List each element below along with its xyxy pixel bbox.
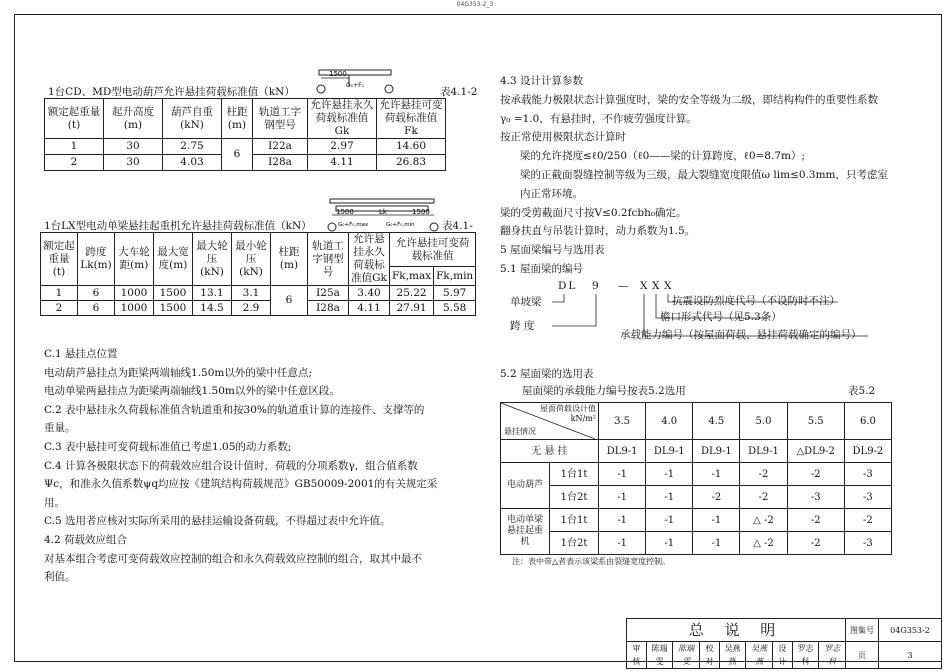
table-cell: 1500 <box>154 286 193 301</box>
code-label-single-slope: 单坡梁 <box>510 296 542 308</box>
note-line: Ψc，和准永久值系数ψq均应按《建筑结构荷载规范》GB50009-2001的有关规定采 <box>44 478 438 491</box>
row-label-no-hang: 无 悬 挂 <box>501 440 599 463</box>
table-cell: I25a <box>308 286 349 301</box>
table-cell: 2 <box>45 155 104 171</box>
corner-load-label: 屋面荷载设计值 kN/m² <box>540 404 596 423</box>
section-heading: 4.3 设计计算参数 <box>500 75 584 87</box>
table-cell: -1 <box>693 509 740 532</box>
table2-section <box>40 196 480 316</box>
table-cell: 2.75 <box>163 139 222 155</box>
t2-h-width: 最大宽度(m) <box>154 233 193 286</box>
table-cell: 1 <box>45 139 104 155</box>
t1-h-capacity: 额定起重量(t) <box>45 99 104 139</box>
note-line: 翻身扶直与吊装计算时，动力系数为1.5。 <box>500 225 696 238</box>
table-cell: 2.9 <box>232 301 271 316</box>
table-cell: 14.5 <box>193 301 232 316</box>
table-cell: -1 <box>693 532 740 555</box>
single-beam-crane-diagram <box>324 196 444 234</box>
load-header: 5.0 <box>740 403 787 440</box>
note-line: 4.2 荷载效应组合 <box>44 533 128 546</box>
note-line: 重量。 <box>44 422 76 435</box>
t1-h-fk: 允许悬挂可变荷载标准值Fk <box>377 99 446 139</box>
t2-h-colspace: 柱距(m) <box>271 233 308 286</box>
t1-h-rail: 轨道工字钢型号 <box>253 99 308 139</box>
t2-h-fkmax: Fk,max <box>390 267 434 286</box>
sign-role: 设计 <box>772 642 792 669</box>
table-cell: 30 <box>104 155 163 171</box>
diagram-label-1500-left: 1500 <box>336 208 354 216</box>
table-cell: -1 <box>599 532 646 555</box>
t2-h-minwheel: 最小轮压(kN) <box>232 233 271 286</box>
row-sub-label: 1台1t <box>550 463 599 486</box>
diagram-label-lk: Lk <box>379 208 387 216</box>
left-notes <box>44 345 474 587</box>
note-line: C.4 计算各极限状态下的荷载效应组合设计值时，荷载的分项系数γ，组合值系数 <box>44 459 418 472</box>
table-cell: -2 <box>787 509 844 532</box>
code-x1: X <box>640 280 648 292</box>
table-cell: DL9-1 <box>740 440 787 463</box>
table52 <box>500 402 892 555</box>
note-line: 电动葫芦悬挂点为距梁两端轴线1.50m以外的梁中任意点; <box>44 366 312 379</box>
table-cell: 13.1 <box>193 286 232 301</box>
note-line: C.2 表中悬挂永久荷载标准值含轨道重和按30%的轨道重计算的连接件、支撑等的 <box>44 403 425 416</box>
table-cell: 14.60 <box>377 139 446 155</box>
table-cell: -1 <box>646 509 693 532</box>
sign-role: 审核 <box>627 642 647 669</box>
table-cell: -2 <box>844 509 891 532</box>
table-cell: -3 <box>787 486 844 509</box>
table1-number: 表4.1-2 <box>440 86 478 98</box>
atlas-label: 图集号 <box>846 619 879 642</box>
code-label-seismic: 抗震设防烈度代号（不设防时不注） <box>672 295 840 307</box>
table-cell: -3 <box>844 486 891 509</box>
section-heading: 5.1 屋面梁的编号 <box>500 262 584 275</box>
table-cell: DL9-2 <box>844 440 891 463</box>
sign-role: 校对 <box>699 642 719 669</box>
sign-name: 罗志科 <box>792 642 819 669</box>
table-cell: 5.97 <box>434 286 476 301</box>
t2-h-gk: 允许悬挂永久荷载标准值Gk <box>349 233 390 286</box>
table-cell: -2 <box>787 463 844 486</box>
table2-caption: 1台LX型电动单梁悬挂起重机允许悬挂荷载标准值（kN） <box>44 220 312 232</box>
corner-hang-label: 悬挂情况 <box>504 427 536 436</box>
note-line: 梁的受剪截面尺寸按V≤0.2fcbh₀确定。 <box>500 206 687 219</box>
note-line: 梁的正截面裂缝控制等级为三级，最大裂缝宽度限值ω lim≤0.3mm，只考虑室 <box>520 168 888 181</box>
table-cell: 1000 <box>115 286 154 301</box>
table-cell: DL9-1 <box>646 440 693 463</box>
signature: 陈瑞雯 <box>673 642 700 669</box>
t2-h-wheelbase: 大车轮距(m) <box>115 233 154 286</box>
sign-name: 陈瑞雯 <box>646 642 673 669</box>
table52-number: 表5.2 <box>848 385 876 397</box>
table-cell: -2 <box>787 532 844 555</box>
atlas-number: 04G353-2 <box>879 619 942 642</box>
table52-corner <box>501 403 599 440</box>
table-cell: 27.91 <box>390 301 434 316</box>
code-dl: DL <box>558 280 578 292</box>
beam-code-diagram <box>508 280 908 350</box>
table-cell: 4.11 <box>308 155 377 171</box>
diagram-label-1500-right: 1500 <box>412 208 430 216</box>
table2 <box>40 232 476 316</box>
load-header: 4.0 <box>646 403 693 440</box>
table-cell: 6 <box>78 301 115 316</box>
row-group-crane: 电动单梁悬挂起重机 <box>501 509 550 555</box>
table1 <box>44 98 446 171</box>
table-cell: I28a <box>253 155 308 171</box>
table-cell: -2 <box>740 463 787 486</box>
drawing-title: 总 说 明 <box>627 619 846 642</box>
table-cell: 1000 <box>115 301 154 316</box>
page-label: 页 <box>846 642 879 669</box>
header-code: 04G353-2_3 <box>456 1 494 8</box>
note-line: C.5 选用者应核对实际所采用的悬挂运输设备荷载，不得超过表中允许值。 <box>44 515 391 528</box>
sign-name: 吴燕燕 <box>719 642 746 669</box>
note-line: C.1 悬挂点位置 <box>44 348 118 360</box>
note-line: 按承载能力极限状态计算强度时，梁的安全等级为二级，即结构构件的重要性系数 <box>500 93 878 106</box>
section-5-2 <box>500 366 900 399</box>
table-cell: 6 <box>271 286 308 316</box>
code-span: 9 <box>592 280 599 292</box>
table-cell: -3 <box>844 532 891 555</box>
table-cell: -3 <box>844 463 891 486</box>
load-header: 6.0 <box>844 403 891 440</box>
note-line: 用。 <box>44 496 65 509</box>
t2-h-capacity: 额定起重量(t) <box>41 233 78 286</box>
table-cell: 3.1 <box>232 286 271 301</box>
note-line: 对基本组合考虑可变荷载效应控制的组合和永久荷载效应控制的组合，取其中最不 <box>44 552 422 565</box>
page-number: 3 <box>879 642 942 669</box>
note-line: 利值。 <box>44 571 76 584</box>
table-cell: DL9-1 <box>693 440 740 463</box>
table2-number: 表4.1- <box>442 220 473 232</box>
code-dash: — <box>618 280 629 292</box>
signature: 吴燕燕 <box>746 642 773 669</box>
table-cell: 26.83 <box>377 155 446 171</box>
table1-section <box>44 70 478 171</box>
t2-h-span-lk: 跨度Lk(m) <box>78 233 115 286</box>
table-cell: -2 <box>740 486 787 509</box>
crane-hoist-diagram <box>309 66 399 96</box>
code-x3: X <box>664 280 672 292</box>
table-cell: -2 <box>693 486 740 509</box>
table-cell: 4.11 <box>349 301 390 316</box>
table-cell: 1 <box>41 286 78 301</box>
note-line: C.3 表中悬挂可变荷载标准值已考虑1.05的动力系数; <box>44 440 292 453</box>
note-line: γ₀ =1.0，有悬挂时，不作疲劳强度计算。 <box>500 112 697 125</box>
load-header: 3.5 <box>599 403 646 440</box>
table-cell: 6 <box>222 139 253 171</box>
t1-h-gk: 允许悬挂永久荷载标准值Gk <box>308 99 377 139</box>
note-line: 内正常环境。 <box>520 187 583 200</box>
table-cell: 4.03 <box>163 155 222 171</box>
right-notes <box>500 72 920 279</box>
table-cell: △DL9-2 <box>787 440 844 463</box>
table-cell: 2.97 <box>308 139 377 155</box>
code-label-eave: 檐口形式代号（见5.3条） <box>660 311 782 323</box>
note-line: 电动单梁两悬挂点为距梁两端轴线1.50m以外的梁中任意区段。 <box>44 385 340 398</box>
table-cell: -1 <box>646 463 693 486</box>
table-cell: I22a <box>253 139 308 155</box>
row-sub-label: 1台2t <box>550 532 599 555</box>
table-cell: -1 <box>693 463 740 486</box>
title-block <box>626 618 942 669</box>
t2-h-fkmin: Fk,min <box>434 267 476 286</box>
load-header: 4.5 <box>693 403 740 440</box>
table-cell: I28a <box>308 301 349 316</box>
table-cell: 2 <box>41 301 78 316</box>
diagram-label-load: G₀+F₀ <box>346 82 364 89</box>
table1-caption: 1台CD、MD型电动葫芦允许悬挂荷载标准值（kN） <box>48 86 295 98</box>
code-label-span: 跨 度 <box>510 320 535 332</box>
table-cell: △ -2 <box>740 509 787 532</box>
load-header: 5.5 <box>787 403 844 440</box>
table-cell: 30 <box>104 139 163 155</box>
diagram-label-1500: 1500 <box>329 70 347 78</box>
code-x2: X <box>652 280 660 292</box>
table52-note: 注：表中带△者表示该梁系由裂缝宽度控制。 <box>512 557 671 566</box>
t1-h-span: 柱距(m) <box>222 99 253 139</box>
row-group-hoist: 电动葫芦 <box>501 463 550 509</box>
t1-h-selfweight: 葫芦自重(kN) <box>163 99 222 139</box>
row-sub-label: 1台1t <box>550 509 599 532</box>
t2-h-fk: 允许悬挂可变荷载标准值 <box>390 233 476 267</box>
table-cell: -1 <box>599 463 646 486</box>
t2-h-rail: 轨道工字钢型号 <box>308 233 349 286</box>
table-cell: 1500 <box>154 301 193 316</box>
table-cell: 3.40 <box>349 286 390 301</box>
t1-h-height: 起升高度(m) <box>104 99 163 139</box>
table-cell: 25.22 <box>390 286 434 301</box>
table-cell: -1 <box>599 486 646 509</box>
table-cell: -1 <box>646 486 693 509</box>
section-heading: 5 屋面梁编号与选用表 <box>500 244 605 257</box>
table-cell: -1 <box>599 509 646 532</box>
note-line: 按正常使用极限状态计算时 <box>500 131 626 144</box>
signature: 罗志科 <box>819 642 846 669</box>
diagram-label-fmax: G₀+F₀,max <box>338 222 369 228</box>
table-cell: 5.58 <box>434 301 476 316</box>
t2-h-maxwheel: 最大轮压(kN) <box>193 233 232 286</box>
row-sub-label: 1台2t <box>550 486 599 509</box>
table-cell: DL9-1 <box>599 440 646 463</box>
code-label-capacity: 承载能力编号（按屋面荷载、悬挂荷载确定的编号） <box>620 329 862 341</box>
section52-subtitle: 屋面梁的承载能力编号按表5.2选用 <box>522 385 686 397</box>
table-cell: △ -2 <box>740 532 787 555</box>
table-cell: -1 <box>646 532 693 555</box>
note-line: 梁的允许挠度≤ℓ0/250（ℓ0——梁的计算跨度，ℓ0=8.7m）; <box>520 150 805 163</box>
section-heading: 5.2 屋面梁的选用表 <box>500 368 594 380</box>
diagram-label-fmin: G₀+F₀,min <box>386 222 415 228</box>
table-cell: 6 <box>78 286 115 301</box>
